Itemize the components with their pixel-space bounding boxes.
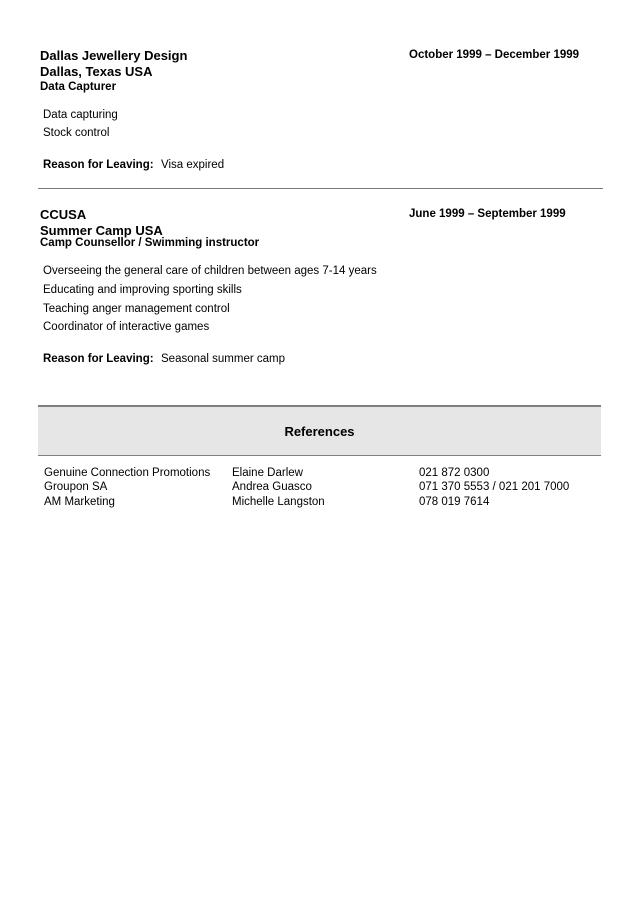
job-reason — [43, 155, 224, 173]
reference-company: Genuine Connection Promotions — [44, 467, 211, 479]
references-title: References — [284, 424, 355, 439]
reason-value: Seasonal summer camp — [161, 353, 286, 365]
reason-label: Reason for Leaving: — [43, 159, 154, 171]
job-duty: Stock control — [43, 127, 110, 139]
reference-row — [44, 496, 604, 511]
reference-name: Andrea Guasco — [232, 481, 312, 493]
reference-phone: 021 872 0300 — [419, 467, 490, 479]
reference-name: Elaine Darlew — [232, 467, 303, 479]
reference-company: Groupon SA — [44, 481, 108, 493]
job-company: Dallas Jewellery Design — [40, 48, 188, 63]
reference-phone: 078 019 7614 — [419, 496, 490, 508]
job-duty: Teaching anger management control — [43, 303, 230, 315]
job-role: Data Capturer — [40, 81, 117, 93]
references-header — [38, 405, 601, 456]
job-location: Summer Camp USA — [40, 223, 163, 238]
reference-company: AM Marketing — [44, 496, 115, 508]
job-role: Camp Counsellor / Swimming instructor — [40, 237, 260, 249]
reference-phone: 071 370 5553 / 021 201 7000 — [419, 481, 570, 493]
reason-label: Reason for Leaving: — [43, 353, 154, 365]
job-dates: June 1999 – September 1999 — [409, 208, 566, 220]
job-duty: Overseeing the general care of children between ages 7-14 years — [43, 265, 377, 277]
job-duty: Coordinator of interactive games — [43, 321, 210, 333]
job-location: Dallas, Texas USA — [40, 64, 153, 79]
job-reason — [43, 349, 285, 367]
job-company: CCUSA — [40, 207, 87, 222]
reference-name: Michelle Langston — [232, 496, 325, 508]
section-divider — [38, 188, 603, 189]
reason-value: Visa expired — [161, 159, 225, 171]
job-duty: Educating and improving sporting skills — [43, 284, 242, 296]
reference-row — [44, 467, 604, 482]
job-dates: October 1999 – December 1999 — [409, 49, 580, 61]
job-duty: Data capturing — [43, 109, 118, 121]
reference-row — [44, 481, 604, 496]
